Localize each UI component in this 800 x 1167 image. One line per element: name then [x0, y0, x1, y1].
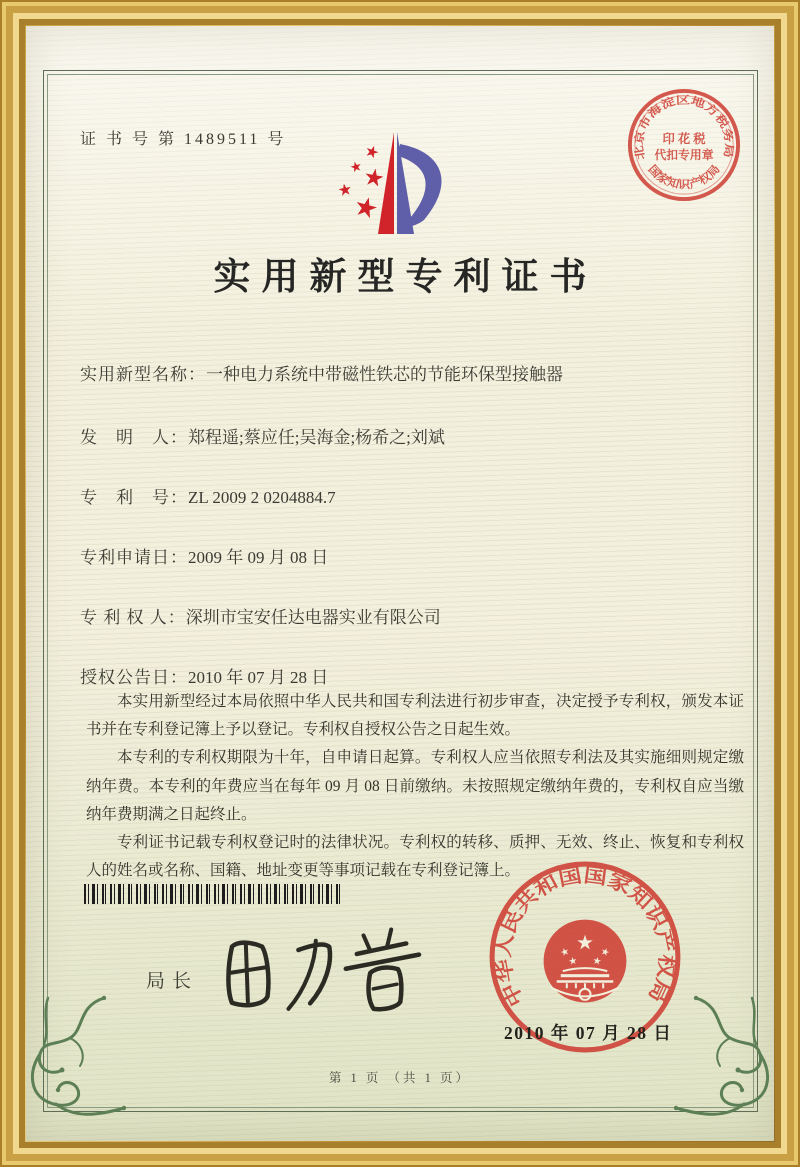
flourish-corner-left-icon	[26, 994, 128, 1124]
seal-issue-date: 2010 年 07 月 28 日	[504, 1023, 673, 1043]
tax-stamp-ring-top: 北京市海淀区地方税务局	[633, 94, 735, 161]
paragraph: 本专利的专利权期限为十年，自申请日起算。专利权人应当依照专利法及其实施细则规定缴纳年费。本专利的年费应当在每年 09 月 08 日前缴纳。未按照规定缴纳年费的，专利权自应当缴纳年费期满之日起终止。	[86, 749, 744, 823]
tax-stamp-center-line2: 代扣专用章	[654, 147, 714, 162]
field-label: 专 利 号：	[80, 488, 188, 507]
certificate-number: 证 书 号 第 1489511 号	[80, 131, 287, 148]
commissioner-signature	[208, 922, 448, 1022]
barcode	[84, 884, 340, 904]
field-utility-model-name	[80, 360, 563, 385]
page-number: 第 1 页 （共 1 页）	[328, 1071, 472, 1085]
field-label: 发 明 人：	[80, 428, 188, 447]
field-filing-date	[80, 543, 328, 568]
field-patent-number	[80, 483, 336, 508]
field-value: ZL 2009 2 0204884.7	[188, 488, 336, 507]
field-value: 2010 年 07 月 28 日	[188, 668, 329, 687]
paragraph: 专利证书记载专利权登记时的法律状况。专利权的转移、质押、无效、终止、恢复和专利权人的姓名或名称、国籍、地址变更等事项记载在专利登记簿上。	[86, 834, 744, 880]
field-label: 实用新型名称：	[80, 365, 206, 384]
field-label: 授权公告日：	[80, 668, 188, 687]
field-value: 郑程遥;蔡应任;吴海金;杨希之;刘斌	[188, 428, 445, 447]
certificate-title: 实用新型专利证书	[213, 257, 598, 298]
svg-text:国家知识产权局	[646, 162, 723, 191]
paragraph: 本实用新型经过本局依照中华人民共和国专利法进行初步审查，决定授予专利权，颁发本证书并在专利登记簿上予以登记。专利权自授权公告之日起生效。	[86, 693, 744, 739]
field-label: 专 利 权 人：	[80, 608, 186, 627]
flourish-corner-right-icon	[672, 994, 774, 1124]
national-emblem-icon	[544, 920, 627, 1003]
office-seal-ring-text: 中华人民共和国国家知识产权局	[492, 864, 678, 1010]
field-value: 深圳市宝安任达电器实业有限公司	[185, 608, 441, 627]
sipo-logo-icon	[332, 124, 472, 252]
field-label: 专利申请日：	[80, 548, 188, 567]
certificate-paper	[26, 26, 774, 1141]
field-patentee	[80, 603, 441, 628]
tax-stamp-seal	[625, 86, 743, 204]
field-value: 2009 年 09 月 08 日	[188, 548, 329, 567]
field-value: 一种电力系统中带磁性铁芯的节能环保型接触器	[206, 365, 563, 384]
commissioner-label: 局长	[146, 971, 199, 992]
tax-stamp-ring-bottom: 国家知识产权局	[645, 163, 723, 192]
field-inventors	[80, 423, 445, 448]
field-grant-date	[80, 663, 328, 688]
tax-stamp-center-line1: 印 花 税	[662, 132, 706, 147]
